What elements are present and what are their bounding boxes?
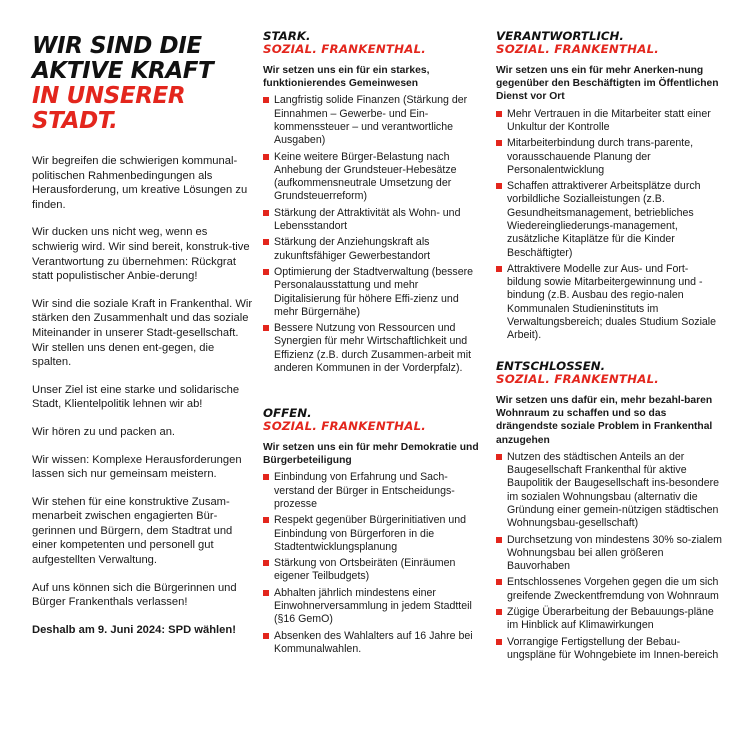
list-item-text: Mitarbeiterbindung durch trans-parente, vorausschauende Planung der Personalentwicklung xyxy=(507,137,694,176)
list-item-text: Absenken des Wahlalters auf 16 Jahre bei Kommunalwahlen. xyxy=(274,629,473,655)
list-item xyxy=(496,108,722,135)
square-bullet-icon xyxy=(263,517,269,523)
square-bullet-icon xyxy=(496,111,502,117)
square-bullet-icon xyxy=(263,560,269,566)
list-item xyxy=(263,236,485,263)
section-title-keyword: STARK. xyxy=(263,29,311,43)
section-list xyxy=(496,451,722,662)
section-title-keyword: OFFEN. xyxy=(263,406,312,420)
intro-paragraph: Wir sind die soziale Kraft in Frankenthal. Wir stärken den Zusammenhalt und das soziale Miteinander in unserer Stadt-gesellschaft. Wir stellen uns denen ent-gegen, die spalten. xyxy=(32,297,253,369)
list-item-text: Stärkung der Attraktivität als Wohn- und Lebensstandort xyxy=(274,206,461,233)
intro-paragraph: Auf uns können sich die Bürgerinnen und Bürger Frankenthals verlassen! xyxy=(32,581,237,609)
square-bullet-icon xyxy=(263,154,269,160)
section-lead: Wir setzen uns dafür ein, mehr bezahl-baren Wohnraum zu schaffen und so das drängendste soziale Problem in Frankenthal anzugehen xyxy=(496,395,713,446)
headline-line-3: IN UNSERER xyxy=(32,83,186,109)
list-item xyxy=(263,557,485,584)
square-bullet-icon xyxy=(263,269,269,275)
section-title xyxy=(263,30,485,56)
intro-paragraph: Unser Ziel ist eine starke und solidarische Stadt, Klientelpolitik lehnen wir ab! xyxy=(32,383,240,411)
list-item-text: Respekt gegenüber Bürgerinitiativen und Einbindung von Bürgerforen in die Stadtentwicklungsplanung xyxy=(274,514,466,553)
list-item xyxy=(263,630,485,657)
headline xyxy=(32,34,254,134)
intro-column xyxy=(32,0,254,637)
square-bullet-icon xyxy=(496,537,502,543)
section-list xyxy=(496,108,722,343)
square-bullet-icon xyxy=(263,97,269,103)
section-title-slogan: SOZIAL. FRANKENTHAL. xyxy=(263,42,426,56)
section-offen xyxy=(263,407,485,659)
list-item xyxy=(263,94,485,147)
list-item-text: Keine weitere Bürger-Belastung nach Anhebung der Grundsteuer-Hebesätze (aufkommensneutrale Umsetzung der Grundsteuerreform) xyxy=(274,150,457,203)
section-lead: Wir setzen uns ein für ein starkes, funktionierendes Gemeinwesen xyxy=(263,65,430,90)
list-item xyxy=(496,636,722,663)
list-item-text: Durchsetzung von mindestens 30% so-zialem Wohnungsbau bei allen größeren Bauvorhaben xyxy=(507,533,722,573)
list-item xyxy=(263,151,485,204)
square-bullet-icon xyxy=(496,639,502,645)
intro-paragraph: Wir hören zu und packen an. xyxy=(32,425,176,438)
list-item xyxy=(496,263,722,343)
list-item xyxy=(263,322,485,375)
intro-paragraph: Wir wissen: Komplexe Herausforderungen lassen sich nur gemeinsam meistern. xyxy=(32,453,242,481)
list-item xyxy=(496,534,722,574)
intro-paragraph: Wir stehen für eine konstruktive Zusam-menarbeit zwischen engagierten Bür-gerinnen und Bürgern, dem Stadtrat und einer kompetenten und personell gut aufgestellten Verwaltung. xyxy=(32,495,233,567)
list-item xyxy=(263,514,485,554)
section-title-keyword: VERANTWORTLICH. xyxy=(496,29,624,43)
list-item xyxy=(496,451,722,531)
list-item xyxy=(263,207,485,234)
section-title xyxy=(496,360,722,386)
list-item-text: Mehr Vertrauen in die Mitarbeiter statt einer Unkultur der Kontrolle xyxy=(507,107,711,133)
section-list xyxy=(263,471,485,656)
square-bullet-icon xyxy=(263,633,269,639)
list-item-text: Stärkung der Anziehungskraft als zukunftsfähiger Gewerbestandort xyxy=(274,236,431,262)
square-bullet-icon xyxy=(263,210,269,216)
square-bullet-icon xyxy=(496,454,502,460)
list-item-text: Schaffen attraktiverer Arbeitsplätze durch vorbildliche Sozialleistungen (z.B. Gesundheitsmanagement, betriebliches Wiedereingliederungs-management, zusätzliche Kitaplätze für die Kinder Beschäftigter) xyxy=(507,180,701,259)
list-item-text: Entschlossenes Vorgehen gegen die um sich greifende Zweckentfremdung von Wohnraum xyxy=(507,576,719,602)
intro-text xyxy=(32,154,254,637)
square-bullet-icon xyxy=(496,579,502,585)
list-item-text: Vorrangige Fertigstellung der Bebau-ungspläne für Wohngebiete im Innen-bereich xyxy=(507,635,719,661)
list-item xyxy=(263,266,485,319)
closing-call: Deshalb am 9. Juni 2024: SPD wählen! xyxy=(32,623,236,636)
section-title xyxy=(496,30,722,56)
list-item xyxy=(263,587,485,627)
square-bullet-icon xyxy=(263,590,269,596)
section-title-slogan: SOZIAL. FRANKENTHAL. xyxy=(496,372,659,386)
section-stark xyxy=(263,30,485,378)
headline-line-4: STADT. xyxy=(32,108,118,134)
square-bullet-icon xyxy=(263,325,269,331)
square-bullet-icon xyxy=(496,266,502,272)
list-item xyxy=(496,137,722,177)
list-item-text: Bessere Nutzung von Ressourcen und Synergien für mehr Wirtschaftlichkeit und Effizienz (z.B. durch Zusammen-arbeit mit anderen Kommunen in der Vorderpfalz). xyxy=(274,322,472,375)
list-item xyxy=(496,576,722,603)
list-item-text: Abhalten jährlich mindestens einer Einwohnerversammlung in jedem Stadtteil (§16 GemO) xyxy=(274,586,472,626)
list-item-text: Nutzen des städtischen Anteils an der Baugesellschaft Frankenthal für aktive Baupolitik der Baugesellschaft ins-besondere im sozialen Wohnungsbau (alternativ die Gründung einer gemein-nützigen städtischen Wohnungsbau-gesellschaft) xyxy=(507,450,720,530)
list-item xyxy=(263,471,485,511)
headline-line-1: WIR SIND DIE xyxy=(32,33,202,59)
square-bullet-icon xyxy=(263,474,269,480)
list-item-text: Langfristig solide Finanzen (Stärkung der Einnahmen – Gewerbe- und Ein-kommenssteuer – und verantwortliche Ausgaben) xyxy=(274,94,468,147)
intro-paragraph: Wir ducken uns nicht weg, wenn es schwierig wird. Wir sind bereit, konstruk-tive Verantwortung zu übernehmen: Rückgrat statt populistischer Anbie-derung! xyxy=(32,226,250,283)
section-verantwortlich xyxy=(496,30,722,346)
intro-paragraph: Wir begreifen die schwierigen kommunal-politischen Rahmenbedingungen als Herausforderung, um kreative Lösungen zu finden. xyxy=(32,155,248,211)
list-item-text: Stärkung von Ortsbeiräten (Einräumen eigener Teilbudgets) xyxy=(274,557,456,583)
section-entschlossen xyxy=(496,360,722,665)
square-bullet-icon xyxy=(496,183,502,189)
headline-line-2: AKTIVE KRAFT xyxy=(32,58,214,84)
square-bullet-icon xyxy=(496,609,502,615)
section-title xyxy=(263,407,485,433)
section-lead: Wir setzen uns ein für mehr Demokratie und Bürgerbeteiligung xyxy=(263,442,479,467)
list-item-text: Optimierung der Stadtverwaltung (bessere Personalausstattung und mehr Digitalisierung für höhere Effi-zienz und mehr Bürgernähe) xyxy=(274,265,474,318)
list-item-text: Einbindung von Erfahrung und Sach-verstand der Bürger in Entscheidungs-prozesse xyxy=(274,471,455,510)
square-bullet-icon xyxy=(496,140,502,146)
section-title-keyword: ENTSCHLOSSEN. xyxy=(496,359,606,373)
list-item xyxy=(496,180,722,260)
list-item-text: Zügige Überarbeitung der Bebauungs-pläne im Hinblick auf Klimawirkungen xyxy=(507,606,714,632)
section-title-slogan: SOZIAL. FRANKENTHAL. xyxy=(263,419,426,433)
square-bullet-icon xyxy=(263,239,269,245)
section-title-slogan: SOZIAL. FRANKENTHAL. xyxy=(496,42,659,56)
list-item-text: Attraktivere Modelle zur Aus- und Fort-bildung sowie Mitarbeitergewinnung und -bindung (z.B. Ausbau des regio-nalen Kommunalen Studieninstituts im Verwaltungsbereich; duales Studium Soziale Arbeit). xyxy=(507,262,717,342)
section-lead: Wir setzen uns ein für mehr Anerken-nung gegenüber den Beschäftigten im Öffentlichen Dienst vor Ort xyxy=(496,65,719,103)
section-list xyxy=(263,94,485,375)
list-item xyxy=(496,606,722,633)
